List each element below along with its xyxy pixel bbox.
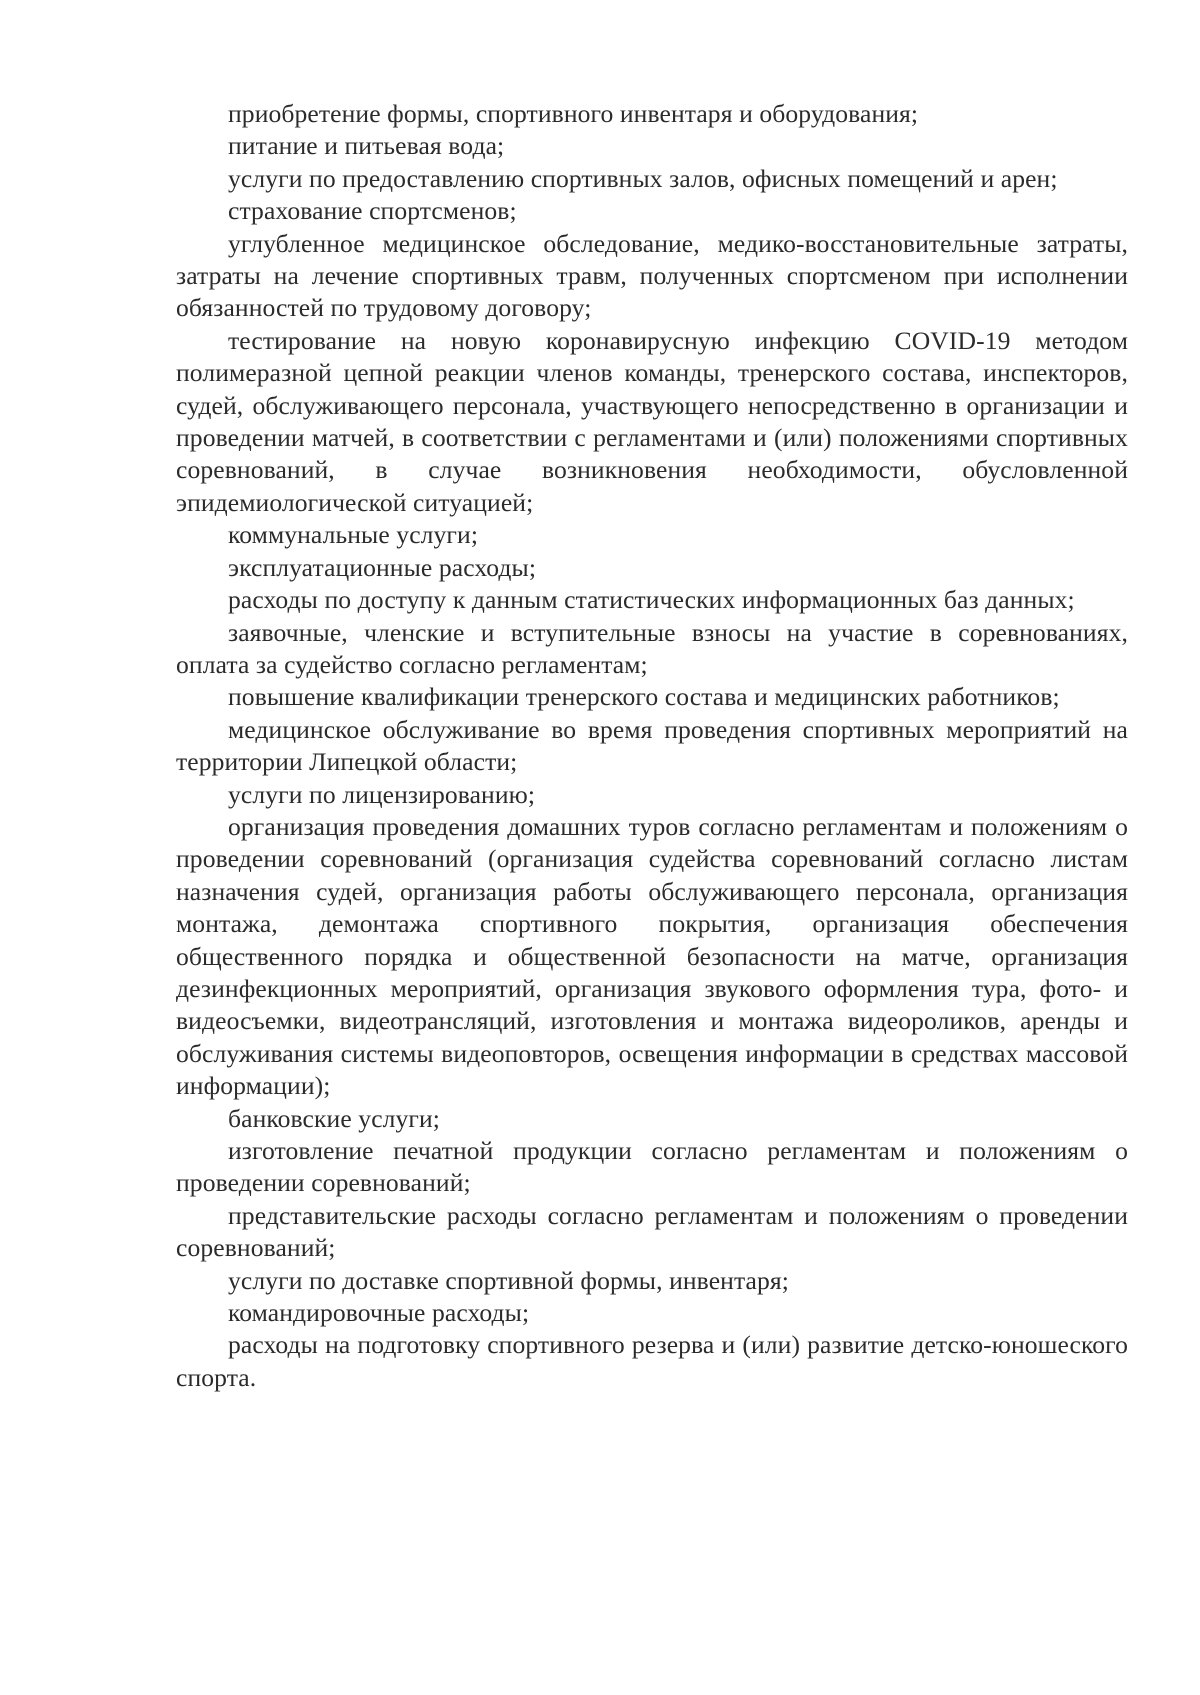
- paragraph-utilities: коммунальные услуги;: [228, 520, 479, 550]
- paragraph-food: питание и питьевая вода;: [228, 131, 505, 161]
- paragraph-delivery: услуги по доставке спортивной формы, инвентаря;: [228, 1265, 789, 1295]
- paragraph-licensing: услуги по лицензированию;: [228, 779, 536, 809]
- paragraph-uniform: приобретение формы, спортивного инвентаря и оборудования;: [228, 99, 919, 128]
- paragraph-database-access: расходы по доступу к данным статистических информационных баз данных;: [228, 585, 1075, 615]
- paragraph-insurance: страхование спортсменов;: [228, 196, 517, 226]
- paragraph-venues: услуги по предоставлению спортивных залов, офисных помещений и арен;: [228, 163, 1058, 193]
- paragraph-home-tours: организация проведения домашних туров согласно регламентам и положениям о проведении соревнований (организация судейства соревнований согласно листам назначения судей, организация работы обслуживающего персонала, организация монтажа, демонтажа спортивного покрытия, организация обеспечения общественного порядка и общественной безопасности на матче, организация дезинфекционных мероприятий, организация звукового оформления тура, фото- и видеосъемки, видеотрансляций, изготовления и монтажа видеороликов, аренды и обслуживания системы видеоповторов, освещения информации в средствах массовой информации);: [176, 811, 1128, 1101]
- paragraph-medical-exam: углубленное медицинское обследование, медико-восстановительные затраты, затраты на лечение спортивных травм, полученных спортсменом при исполнении обязанностей по трудовому договору;: [176, 228, 1128, 323]
- paragraph-entry-fees: заявочные, членские и вступительные взносы на участие в соревнованиях, оплата за судейство согласно регламентам;: [176, 617, 1128, 679]
- paragraph-printing: изготовление печатной продукции согласно регламентам и положениям о проведении соревнований;: [176, 1136, 1128, 1198]
- document-body: [176, 98, 1128, 1394]
- paragraph-representation: представительские расходы согласно регламентам и положениям о проведении соревнований;: [176, 1200, 1128, 1263]
- paragraph-operating-costs: эксплуатационные расходы;: [228, 552, 537, 582]
- paragraph-medical-service: медицинское обслуживание во время проведения спортивных мероприятий на территории Липецкой области;: [176, 714, 1128, 777]
- paragraph-youth-sport: расходы на подготовку спортивного резерва и (или) развитие детско-юношеского спорта.: [176, 1330, 1128, 1392]
- paragraph-qualification: повышение квалификации тренерского состава и медицинских работников;: [228, 682, 1060, 712]
- paragraph-covid-testing: тестирование на новую коронавирусную инфекцию COVID-19 методом полимеразной цепной реакции членов команды, тренерского состава, инспекторов, судей, обслуживающего персонала, участвующего непосредственно в организации и проведении матчей, в соответствии с регламентами и (или) положениями спортивных соревнований, в случае возникновения необходимости, обусловленной эпидемиологической ситуацией;: [176, 325, 1128, 517]
- paragraph-banking: банковские услуги;: [228, 1103, 441, 1133]
- paragraph-travel: командировочные расходы;: [228, 1298, 530, 1328]
